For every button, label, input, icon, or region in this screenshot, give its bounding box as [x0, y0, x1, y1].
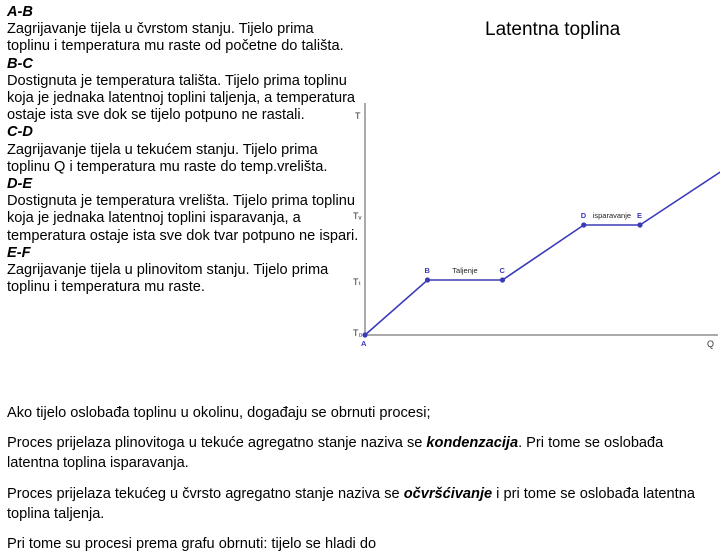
paragraph-solidification — [7, 484, 707, 524]
data-point — [500, 277, 505, 282]
section-heading-bc: B-C — [7, 55, 33, 72]
process-description — [7, 4, 362, 296]
section-heading-cd: C-D — [7, 124, 33, 141]
point-label: A — [361, 339, 367, 348]
segment-label: isparavanje — [592, 211, 632, 220]
section-text-bc: Dostignuta je temperatura tališta. Tijelo prima toplinu koja je jednaka latentnoj toplini taljenja, a temperatura ostaje ista sve dok se tijelo potpuno ne rastali. — [7, 72, 356, 124]
condensation-text-before: Proces prijelaza plinovitoga u tekuće agregatno stanje naziva se — [7, 435, 427, 451]
solidification-text-after: i pri tome se oslobađa latentna toplina taljenja. — [7, 486, 695, 522]
data-point — [362, 332, 367, 337]
point-label: E — [637, 211, 643, 220]
section-text-cd: Zagrijavanje tijela u tekućem stanju. Tijelo prima toplinu Q i temperatura mu raste do temp.vrelišta. — [7, 141, 328, 175]
point-label: C — [499, 266, 505, 275]
condensation-keyword: kondenzacija — [426, 435, 519, 451]
y-tick-label: Tᵥ — [353, 211, 362, 221]
point-label: D — [580, 211, 587, 220]
heating-curve-line — [365, 159, 720, 335]
section-heading-ef: E-F — [7, 244, 31, 261]
y-axis-label: T — [355, 111, 361, 121]
x-axis-label: Q — [707, 339, 715, 349]
section-heading-de: D-E — [7, 176, 33, 193]
condensation-text-after: . Pri tome se oslobađa latentna toplina isparavanja. — [7, 435, 664, 471]
paragraph-reverse-processes: Ako tijelo oslobađa toplinu u okolinu, događaju se obrnuti procesi; — [7, 405, 431, 421]
segment-label: Taljenje — [452, 266, 478, 275]
paragraph-condensation — [7, 433, 707, 473]
section-text-de: Dostignuta je temperatura vrelišta. Tijelo prima toplinu koja je jednaka latentnoj toplini isparavanja, a temperatura ostaje ista sve dok tvar potpuno ne ispari. — [7, 193, 359, 244]
data-point — [581, 222, 586, 227]
solidification-keyword: očvršćivanje — [403, 486, 493, 502]
y-tick-label: T₀ — [353, 328, 363, 338]
data-point — [425, 277, 430, 282]
point-label: B — [424, 266, 430, 275]
section-text-ab: Zagrijavanje tijela u čvrstom stanju. Tijelo prima toplinu i temperatura mu raste od početne do tališta. — [7, 21, 344, 55]
data-point — [637, 222, 642, 227]
solidification-text-before: Proces prijelaza tekućeg u čvrsto agregatno stanje naziva se — [7, 486, 404, 502]
y-tick-label: Tₜ — [353, 277, 362, 287]
slide-title: Latentna toplina — [485, 19, 621, 40]
paragraph-cut-off: Pri tome su procesi prema grafu obrnuti: tijelo se hladi do — [7, 536, 377, 552]
heating-curve-chart — [340, 95, 720, 355]
section-heading-ab: A-B — [7, 4, 33, 20]
section-text-ef: Zagrijavanje tijela u plinovitom stanju. Tijelo prima toplinu i temperatura mu raste. — [7, 262, 329, 296]
